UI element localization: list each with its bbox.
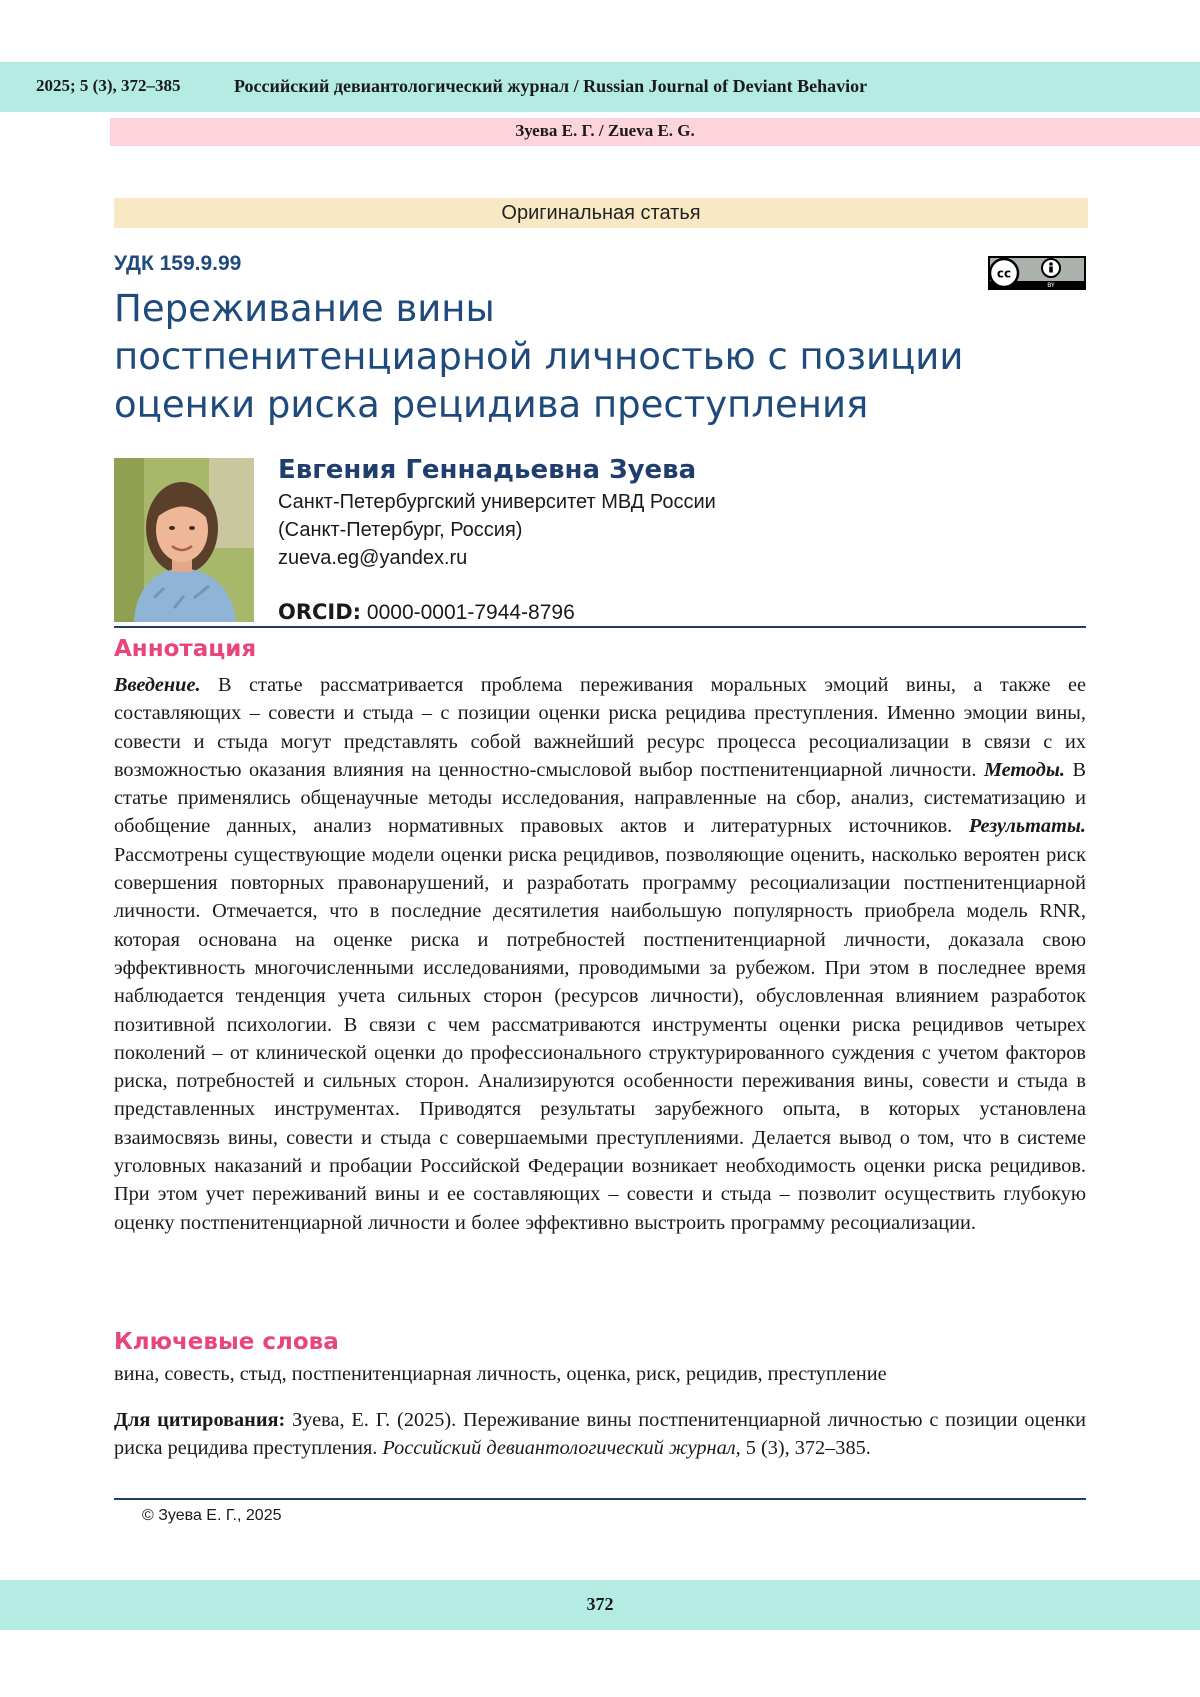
- running-author: Зуева Е. Г. / Zueva E. G.: [515, 121, 695, 140]
- page-number: 372: [586, 1594, 614, 1614]
- article-type: [114, 198, 1088, 228]
- title-line: Переживание вины: [114, 287, 495, 330]
- divider: [114, 1498, 1086, 1500]
- citation-text: Зуева, Е. Г. (2025). Переживание вины постпенитенциарной личностью с позиции оценки риска рецидива преступления.: [114, 1409, 1086, 1460]
- article-type-label: Оригинальная статья: [501, 201, 701, 224]
- intro-text: В статье рассматривается проблема переживания моральных эмоций вины, а также ее составляющих – совести и стыда – с позиции оценки риска рецидива преступления. Именно эмоции вины, совести и стыда могут представлять собой важнейший ресурс процесса ресоциализации в связи с их возможностью оказания влияния на ценностно-смысловой выбор постпенитенциарной личности.: [114, 674, 1086, 781]
- author-photo: [114, 458, 254, 622]
- keywords-text: вина, совесть, стыд, постпенитенциарная личность, оценка, риск, рецидив, преступление: [114, 1363, 887, 1385]
- divider: [114, 626, 1086, 628]
- results-text: Рассмотрены существующие модели оценки риска рецидивов, позволяющие оценить, насколько вероятен риск совершения повторных правонарушений, и разработать программу ресоциализации постпенитенциарной личности. Отмечается, что в последние десятилетия наибольшую популярность приобрела модель RNR, которая основана на оценке риска и потребностей постпенитенциарной личности, доказала свою эффективность многочисленными исследованиями, проводимыми за рубежом. При этом в последнее время наблюдается тенденция учета сильных сторон (ресурсов личности), обусловленная влиянием разработок позитивной психологии. В связи с чем рассматриваются инструменты оценки риска рецидивов четырех поколений – от клинической оценки до профессионального структурированного суждения с учетом факторов риска, потребностей и сильных сторон. Анализируются особенности переживания вины, совести и стыда в представленных инструментах. Приводятся результаты зарубежного опыта, в которых установлена взаимосвязь вины, совести и стыда с совершаемыми преступлениями. Делается вывод о том, что в системе уголовных наказаний и пробации Российской Федерации возникает необходимость оценки риска рецидивов. При этом учет переживаний вины и ее составляющих – совести и стыда – позволит осуществить глубокую оценку постпенитенциарной личности и более эффективно выстроить программу ресоциализации.: [114, 843, 1086, 1234]
- citation-label: Для цитирования:: [114, 1409, 286, 1431]
- intro-label: Введение.: [114, 674, 201, 696]
- udc-code: УДК 159.9.99: [114, 252, 242, 275]
- abstract-heading: Аннотация: [114, 636, 257, 662]
- author-email[interactable]: zueva.eg@yandex.ru: [278, 547, 468, 569]
- title-line: постпенитенциарной личностью с позиции: [114, 335, 964, 378]
- citation-tail: 5 (3), 372–385.: [740, 1437, 871, 1460]
- cc-text: cc: [996, 266, 1012, 281]
- methods-label: Методы.: [983, 758, 1066, 781]
- keywords-heading: Ключевые слова: [114, 1329, 339, 1355]
- affiliation-location: (Санкт-Петербург, Россия): [278, 519, 523, 541]
- citation-journal: Российский девиантологический журнал,: [382, 1437, 741, 1460]
- journal-title: Российский девиантологический журнал / Russian Journal of Deviant Behavior: [234, 76, 868, 96]
- article-title: [114, 285, 1014, 429]
- title-line: оценки риска рецидива преступления: [114, 383, 869, 426]
- orcid: [278, 600, 575, 625]
- author-name: Евгения Геннадьевна Зуева: [278, 455, 697, 485]
- issue-info: 2025; 5 (3), 372–385: [36, 76, 181, 95]
- orcid-id[interactable]: 0000-0001-7944-8796: [361, 601, 575, 624]
- results-label: Результаты.: [968, 815, 1086, 838]
- citation: [114, 1406, 1086, 1463]
- orcid-label: ORCID:: [278, 600, 362, 624]
- methods-text: В статье применялись общенаучные методы исследования, направленные на сбор, анализ, систематизацию и обобщение данных, анализ нормативных правовых актов и литературных источников.: [114, 758, 1086, 838]
- copyright: © Зуева Е. Г., 2025: [142, 1507, 282, 1524]
- affiliation: Санкт-Петербургский университет МВД России: [278, 491, 716, 513]
- by-text: BY: [1047, 282, 1055, 289]
- abstract-text: [114, 671, 1086, 1237]
